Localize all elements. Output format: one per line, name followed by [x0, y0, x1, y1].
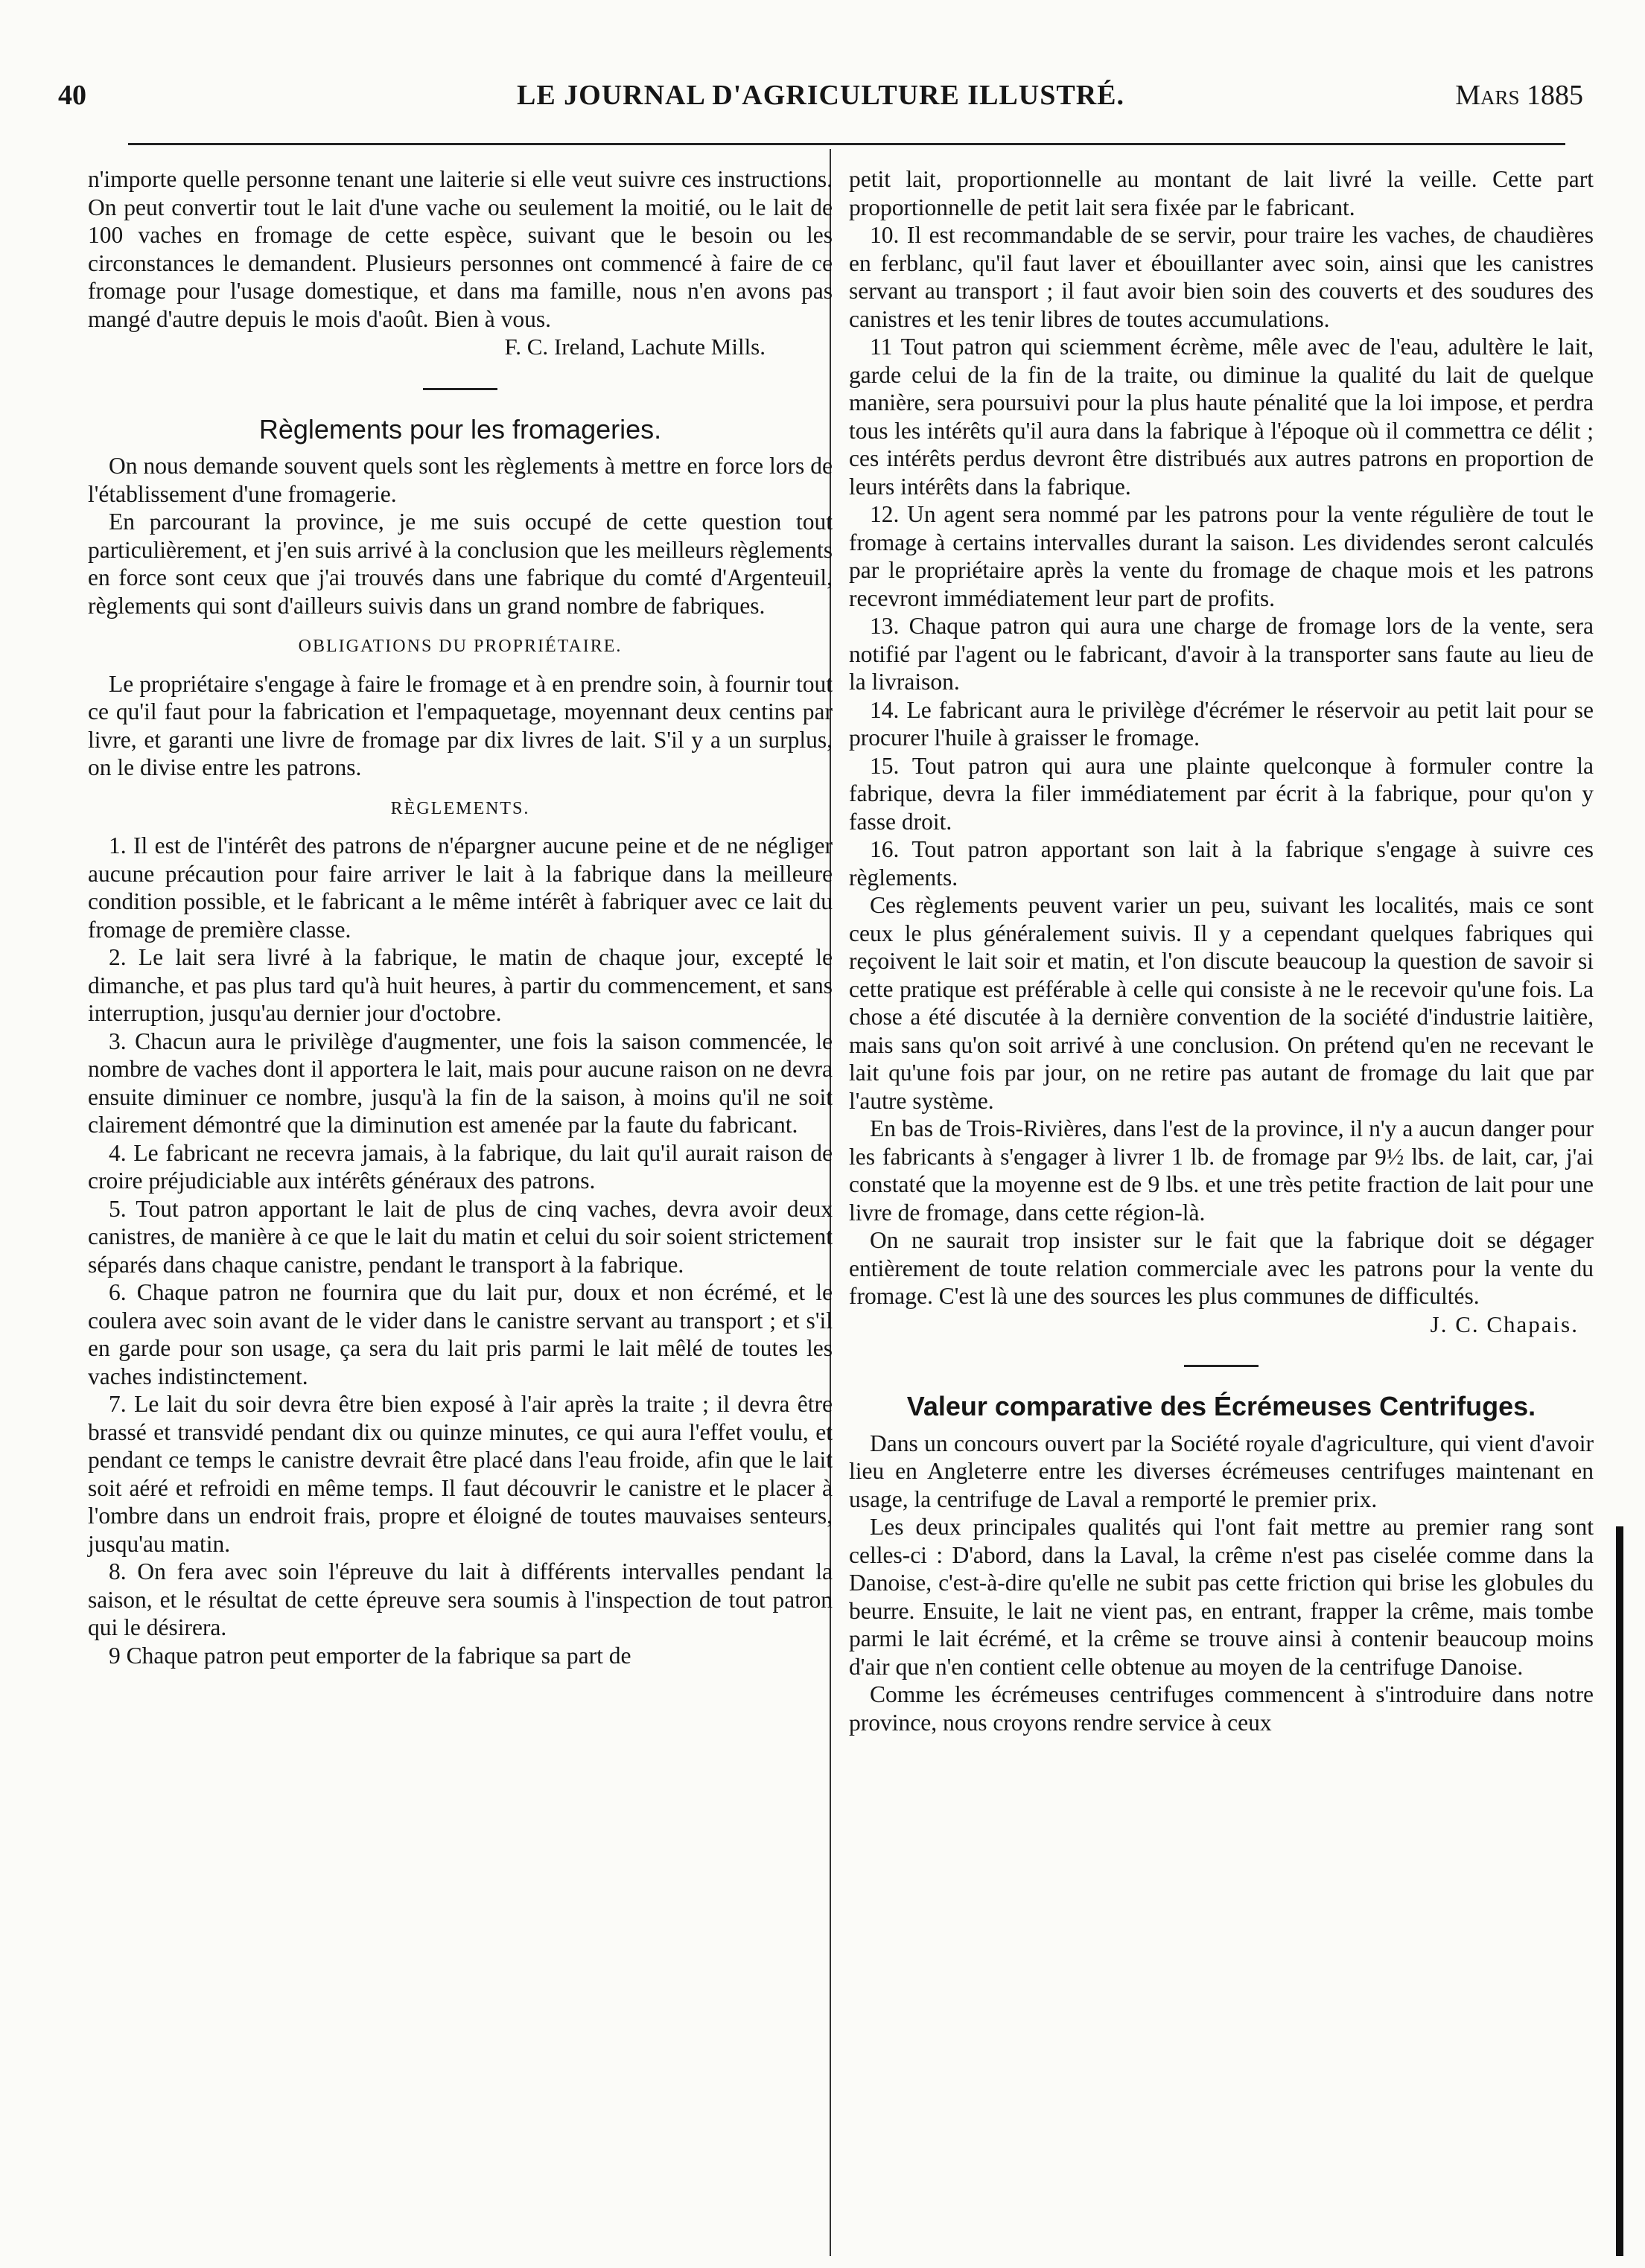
rule-item: 10. Il est recommandable de se servir, pour traire les vaches, de chaudières en ferblanc, qu'il faut laver et ébouillanter avec soin, ainsi que les canistres servant au transport ; il faut avoir bien soin des couverts et des soudures des canistres et les tenir libres de toutes accumulations. — [849, 222, 1594, 332]
intro-paragraph: n'importe quelle personne tenant une laiterie si elle veut suivre ces instructions. On peut convertir tout le lait d'une vache ou seulement la moitié, ou le lait de 100 vaches en fromage de cette espèce, suivant que le besoin ou les circonstances le demandent. Plusieurs personnes ont commencé à faire de ce fromage pour l'usage domestique, et dans ma famille, nous n'en avons pas mangé d'autre depuis le mois d'août. Bien à vous. — [88, 166, 833, 332]
section-title-ecremeuses: Valeur comparative des Écrémeuses Centrifuges. — [906, 1391, 1536, 1421]
issue-date: Mars 1885 — [1455, 80, 1583, 111]
signature-chapais: J. C. Chapais. — [1430, 1310, 1579, 1337]
rule-item: 8. On fera avec soin l'épreuve du lait à différents intervalles pendant la saison, et le résultat de cette épreuve sera soumis à l'inspection de tout patron qui le désirera. — [88, 1558, 833, 1640]
rule-item: 3. Chacun aura le privilège d'augmenter, une fois la saison commencée, le nombre de vaches dont il apportera le lait, mais pour aucune raison on ne devra ensuite diminuer ce nombre, jusqu'à la fin de la saison, à moins qu'il ne soit clairement démontré que la diminution est amenée par la faute du fabricant. — [88, 1028, 833, 1138]
page-header — [58, 73, 1583, 118]
rule-item: 4. Le fabricant ne recevra jamais, à la fabrique, du lait qu'il aurait raison de croire préjudiciable aux intérêts généraux des patrons. — [88, 1139, 833, 1194]
paragraph: Les deux principales qualités qui l'ont fait mettre au premier rang sont celles-ci : D'abord, dans la Laval, la crême n'est pas ciselée comme dans la Danoise, c'est-à-dire qu'elle ne subit pas cette friction qui brise les globules du beurre. Ensuite, le lait ne vient pas, en entrant, frapper la crême, mais tombe parmi le lait écrémé, et la crême se trouve ainsi à contenir beaucoup moins d'air que n'en contient celle obtenue au moyen de la centrifuge Danoise. — [849, 1514, 1594, 1680]
paragraph: Comme les écrémeuses centrifuges commencent à s'introduire dans notre province, nous croyons rendre service à ceux — [849, 1681, 1594, 1736]
rule-item: 12. Un agent sera nommé par les patrons pour la vente régulière de tout le fromage à certains intervalles durant la saison. Les dividendes seront calculés par le propriétaire après la vente du fromage de chaque mois et les patrons recevront immédiatement leur part de profits. — [849, 501, 1594, 611]
paragraph: En parcourant la province, je me suis occupé de cette question tout particulièrement, et j'en suis arrivé à la conclusion que les meilleurs règlements en force sont ceux que j'ai trouvés dans une fabrique du comté d'Argenteuil, règlements qui sont d'ailleurs suivis dans un grand nombre de fabriques. — [88, 509, 833, 619]
rule-item: 15. Tout patron qui aura une plainte quelconque à formuler contre la fabrique, devra la filer immédiatement par écrit à la fabrique, pour qu'on y fasse droit. — [849, 752, 1594, 835]
header-rule — [128, 143, 1565, 145]
rule-item: 13. Chaque patron qui aura une charge de fromage lors de la vente, sera notifié par l'agent ou le fabricant, d'avoir à la transporter sans faute au lieu de la livraison. — [849, 613, 1594, 695]
paragraph: Le propriétaire s'engage à faire le fromage et à en prendre soin, à fournir tout ce qu'il faut pour la fabrication et l'empaquetage, moyennant deux centins par livre, et garanti une livre de fromage par dix livres de lait. S'il y a un surplus, on le divise entre les patrons. — [88, 670, 833, 780]
right-column — [849, 165, 1594, 1736]
rule-item: 11 Tout patron qui sciemment écrème, mêle avec de l'eau, adultère le lait, garde celui de la fin de la traite, ou diminue la qualité du lait de quelque manière, sera poursuivi pour la plus haute pénalité que la loi impose, et perdra tous les intérêts qu'il aura dans la fabrique à l'époque où il commettra ce délit ; ces intérêts perdus devront être distribués aux autres patrons en proportion de leurs intérêts dans la fabrique. — [849, 334, 1594, 500]
paragraph: Dans un concours ouvert par la Société royale d'agriculture, qui vient d'avoir lieu en Angleterre entre les diverses écrémeuses centrifuges maintenant en usage, la centrifuge de Laval a remporté le premier prix. — [849, 1430, 1594, 1512]
paragraph: Ces règlements peuvent varier un peu, suivant les localités, mais ce sont ceux le plus généralement suivis. Il y a cependant quelques fabriques qui reçoivent le lait soir et matin, et l'on discute beaucoup la question de savoir si cette pratique est préférable à celle qui consiste à ne le recevoir qu'une fois. La chose a été discutée à la dernière convention de la société d'industrie laitière, mais sans qu'on soit arrivé à une conclusion. On prétend qu'en ne recevant le lait qu'une fois par jour, on ne retire pas autant de fromage du lait que par l'autre système. — [849, 892, 1594, 1114]
rule-item: 1. Il est de l'intérêt des patrons de n'épargner aucune peine et de ne négliger aucune précaution pour faire arriver le lait à la fabrique dans la meilleure condition possible, et le fabricant a le même intérêt à fabriquer avec ce lait du fromage de première classe. — [88, 832, 833, 943]
paragraph: En bas de Trois-Rivières, dans l'est de la province, il n'y a aucun danger pour les fabricants à s'engager à livrer 1 lb. de fromage par 9½ lbs. de lait, car, j'ai constaté que la moyenne est de 9 lbs. et une très petite fraction de lait pour une livre de fromage, dans cette région-là. — [849, 1115, 1594, 1226]
rule-item: 7. Le lait du soir devra être bien exposé à l'air après la traite ; il devra être brassé et transvidé pendant dix ou quinze minutes, ce qui aura l'effet voulu, et pendant ce temps le canistre devrait être placé dans l'eau froide, afin que le lait soit aéré et refroidi en même temps. Il faut découvrir le canistre et le placer à l'ombre dans un endroit frais, propre et éloigné de toutes mauvaises senteurs, jusqu'au matin. — [88, 1391, 833, 1557]
paragraph: On ne saurait trop insister sur le fait que la fabrique doit se dégager entièrement de toute relation commerciale avec les patrons pour la vente du fromage. C'est là une des sources les plus communes de difficultés. — [849, 1227, 1594, 1309]
rule-item: petit lait, proportionnelle au montant de lait livré la veille. Cette part proportionnelle de petit lait sera fixée par le fabricant. — [849, 166, 1594, 220]
signature-ireland: F. C. Ireland, Lachute Mills. — [504, 334, 766, 360]
rule-item: 9 Chaque patron peut emporter de la fabrique sa part de — [109, 1642, 631, 1669]
journal-title: LE JOURNAL D'AGRICULTURE ILLUSTRÉ. — [516, 80, 1124, 111]
rule-item: 5. Tout patron apportant le lait de plus de cinq vaches, devra avoir deux canistres, de manière à ce que le lait du matin et celui du soir soient strictement séparés dans chaque canistre, pendant le transport à la fabrique. — [88, 1195, 833, 1278]
rule-item: 6. Chaque patron ne fournira que du lait pur, doux et non écrémé, et le coulera avec soin avant de le vider dans le canistre servant au transport ; et s'il en garde pour son usage, ça sera du lait pris parmi le lait mêlé de toutes les vaches indistinctement. — [88, 1279, 833, 1389]
section-title-reglements: Règlements pour les fromageries. — [258, 413, 662, 445]
rule-item: 14. Le fabricant aura le privilège d'écrémer le réservoir au petit lait pour se procurer l'huile à graisser le fromage. — [849, 696, 1594, 751]
rule-item: 16. Tout patron apportant son lait à la fabrique s'engage à suivre ces règlements. — [849, 836, 1594, 891]
paragraph: On nous demande souvent quels sont les règlements à mettre en force lors de l'établissement d'une fromagerie. — [88, 453, 833, 507]
subheading-reglements: RÈGLEMENTS. — [390, 798, 530, 818]
scan-edge-bar — [1616, 1526, 1623, 2256]
left-column — [88, 165, 833, 1669]
section-rule — [1184, 1365, 1259, 1367]
subheading-obligations: OBLIGATIONS DU PROPRIÉTAIRE. — [298, 637, 623, 656]
rule-item: 2. Le lait sera livré à la fabrique, le matin de chaque jour, excepté le dimanche, et pas plus tard qu'à huit heures, à partir du commencement, et sans interruption, jusqu'au dernier jour d'octobre. — [88, 944, 833, 1026]
page-number: 40 — [58, 80, 86, 111]
section-rule — [423, 388, 497, 390]
